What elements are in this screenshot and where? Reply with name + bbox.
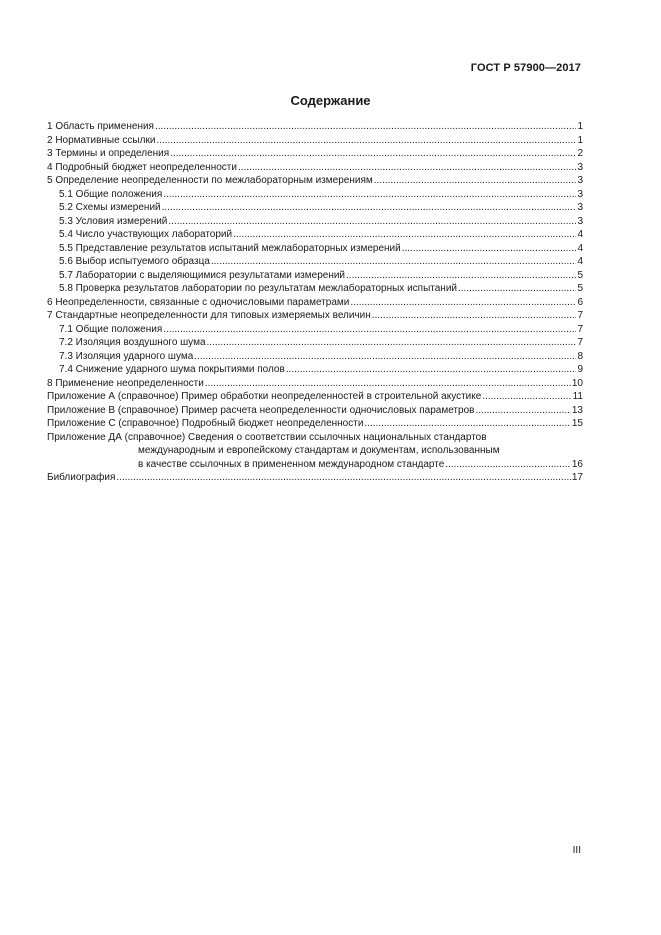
toc-leader-dots: [211, 255, 577, 269]
toc-leader-dots: [170, 147, 576, 161]
toc-entry-page: 3: [577, 215, 583, 227]
toc-entry-label: 5.5 Представление результатов испытаний межлабораторных измерений: [59, 242, 401, 254]
toc-entry[interactable]: [47, 188, 583, 202]
toc-entries: [47, 120, 583, 431]
toc-entry-page: 7: [577, 323, 583, 335]
toc-entry-label: 7.3 Изоляция ударного шума: [59, 350, 194, 362]
toc-entry-label: Приложение В (справочное) Пример расчета неопределенности одночисловых параметров: [47, 404, 475, 416]
toc-entry-label: Приложение С (справочное) Подробный бюджет неопределенности: [47, 418, 364, 429]
toc-entry[interactable]: [47, 417, 583, 431]
toc-entry[interactable]: [47, 269, 583, 283]
toc-entry-page: 10: [571, 377, 583, 389]
toc-entry[interactable]: [47, 215, 583, 229]
toc-entry-page: 5: [577, 283, 583, 294]
toc-entry-page: 7: [577, 337, 583, 348]
toc-entry-label: 7.4 Снижение ударного шума покрытиями полов: [59, 364, 285, 375]
toc-leader-dots: [156, 134, 576, 148]
toc-entry-page: 16: [571, 458, 583, 470]
toc-entry[interactable]: [47, 174, 583, 188]
toc-leader-dots: [445, 458, 571, 472]
toc-entry-page: 8: [577, 350, 583, 362]
toc-entry-appendix-da-line1: Приложение ДА (справочное) Сведения о соответствии ссылочных национальных стандартов: [47, 431, 487, 443]
toc-entry[interactable]: [47, 323, 583, 337]
toc-entry-label: 4 Подробный бюджет неопределенности: [47, 161, 237, 173]
toc-leader-dots: [205, 377, 571, 391]
toc-entry[interactable]: [47, 350, 583, 364]
toc-entry-page: 3: [577, 188, 583, 200]
toc-entry-appendix-da-line2: международным и европейскому стандартам и документам, использованным: [138, 445, 500, 456]
toc-entry-page: 3: [577, 175, 583, 186]
toc-entry-label: 2 Нормативные ссылки: [47, 134, 156, 146]
toc-leader-dots: [402, 242, 577, 256]
toc-leader-dots: [155, 120, 576, 134]
toc-leader-dots: [194, 350, 576, 364]
toc-leader-dots: [346, 269, 576, 283]
toc-entry-page: 3: [577, 202, 583, 213]
table-of-contents: [47, 120, 583, 485]
toc-leader-dots: [163, 323, 576, 337]
toc-entry-page: 17: [571, 472, 583, 483]
toc-entry-appendix-da[interactable]: [47, 431, 583, 472]
toc-entry-page: 15: [571, 418, 583, 429]
toc-entry-appendix-da-line3: [47, 458, 583, 472]
toc-entry-label: в качестве ссылочных в примененном международном стандарте: [138, 458, 445, 470]
toc-entry-label: 5.2 Схемы измерений: [59, 202, 161, 213]
toc-entry-label: Библиография: [47, 472, 116, 483]
toc-entry[interactable]: [47, 134, 583, 148]
toc-leader-dots: [458, 282, 576, 296]
toc-entry[interactable]: [47, 404, 583, 418]
toc-entry-page: 7: [577, 310, 583, 321]
toc-leader-dots: [207, 336, 577, 350]
toc-entry-page: 1: [577, 121, 583, 132]
toc-entry[interactable]: [47, 296, 583, 310]
toc-entry-label: Приложение А (справочное) Пример обработки неопределенностей в строительной акустике: [47, 391, 482, 402]
toc-entry-page: 4: [577, 256, 583, 267]
toc-entry[interactable]: [47, 120, 583, 134]
toc-entry[interactable]: [47, 336, 583, 350]
page-number: III: [572, 845, 581, 856]
toc-entry-label: 1 Область применения: [47, 121, 154, 132]
toc-entry[interactable]: [47, 201, 583, 215]
toc-leader-dots: [286, 363, 577, 377]
toc-entry-label: 5.4 Число участвующих лабораторий: [59, 229, 233, 240]
toc-entry-label: 3 Термины и определения: [47, 148, 170, 159]
toc-entry-label: 5.7 Лаборатории с выделяющимися результатами измерений: [59, 269, 346, 281]
toc-title: Содержание: [290, 93, 371, 108]
toc-entry-page: 1: [577, 134, 583, 146]
toc-entry-page: 11: [572, 391, 583, 402]
toc-entry-label: 8 Применение неопределенности: [47, 377, 204, 389]
toc-entry-page: 5: [577, 269, 583, 281]
toc-entry-label: 5.6 Выбор испытуемого образца: [59, 256, 210, 267]
toc-leader-dots: [482, 390, 571, 404]
toc-entry-label: 5.1 Общие положения: [59, 188, 163, 200]
toc-entry-page: 9: [577, 364, 583, 375]
toc-entry[interactable]: [47, 242, 583, 256]
toc-leader-dots: [350, 296, 576, 310]
toc-leader-dots: [374, 174, 577, 188]
toc-entry-page: 4: [577, 229, 583, 240]
toc-entry-label: 7.2 Изоляция воздушного шума: [59, 337, 206, 348]
toc-entry-bibliography[interactable]: [47, 471, 583, 485]
toc-leader-dots: [116, 471, 570, 485]
toc-entry-page: 4: [577, 242, 583, 254]
toc-entry[interactable]: [47, 282, 583, 296]
toc-leader-dots: [162, 201, 577, 215]
toc-entry-label: 7 Стандартные неопределенности для типовых измеряемых величин: [47, 310, 371, 321]
toc-leader-dots: [233, 228, 576, 242]
toc-leader-dots: [168, 215, 576, 229]
toc-entry-label: 6 Неопределенности, связанные с одночисловыми параметрами: [47, 296, 350, 308]
toc-leader-dots: [364, 417, 570, 431]
toc-leader-dots: [163, 188, 576, 202]
toc-leader-dots: [372, 309, 577, 323]
toc-entry-label: 5.3 Условия измерений: [59, 215, 168, 227]
toc-entry[interactable]: [47, 390, 583, 404]
toc-entry[interactable]: [47, 255, 583, 269]
toc-entry-label: 5 Определение неопределенности по межлабораторным измерениям: [47, 175, 373, 186]
toc-leader-dots: [475, 404, 570, 418]
toc-entry-page: 13: [571, 404, 583, 416]
toc-entry[interactable]: [47, 363, 583, 377]
toc-entry-page: 3: [577, 161, 583, 173]
toc-entry[interactable]: [47, 147, 583, 161]
toc-entry-label: 7.1 Общие положения: [59, 323, 163, 335]
document-code: ГОСТ Р 57900—2017: [470, 62, 581, 74]
toc-entry-label: 5.8 Проверка результатов лаборатории по результатам межлабораторных испытаний: [59, 283, 457, 294]
toc-entry-page: 2: [577, 148, 583, 159]
toc-entry[interactable]: [47, 161, 583, 175]
toc-entry[interactable]: [47, 228, 583, 242]
toc-entry-page: 6: [577, 296, 583, 308]
toc-entry[interactable]: [47, 309, 583, 323]
toc-entry[interactable]: [47, 377, 583, 391]
toc-leader-dots: [238, 161, 576, 175]
